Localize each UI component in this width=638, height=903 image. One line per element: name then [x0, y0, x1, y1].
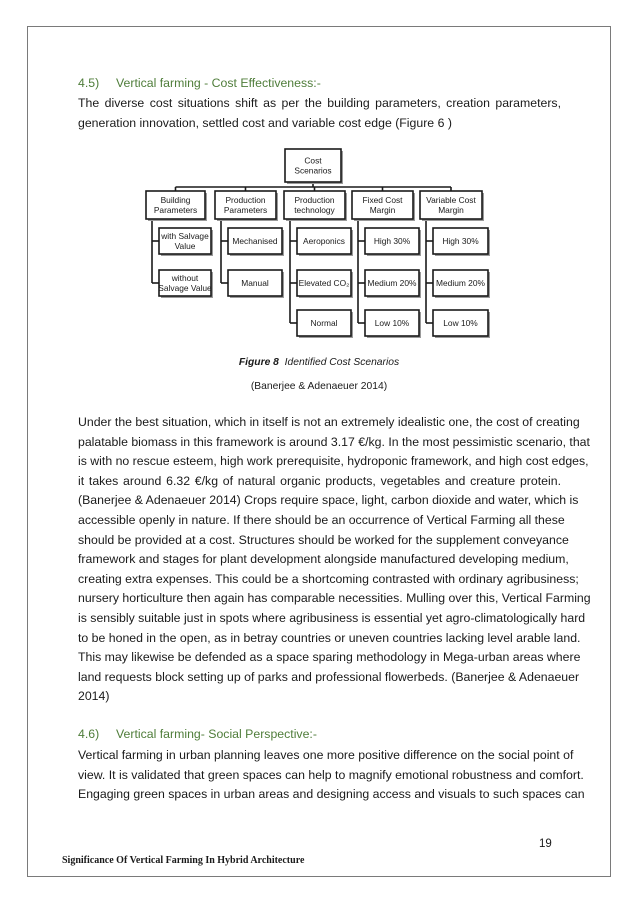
box-label: Elevated CO₂ — [298, 278, 350, 288]
category-box — [215, 191, 278, 221]
text-line: nursery horticulture then again has comparable necessities. Mulling over this, Vertical Farming — [78, 591, 591, 606]
box-label: Normal — [310, 318, 338, 328]
category-box — [284, 191, 347, 221]
option-box — [365, 310, 421, 338]
root-box-cost-scenarios — [285, 149, 343, 184]
category-box — [352, 191, 415, 221]
box-label: Medium 20% — [367, 278, 417, 288]
option-box — [158, 270, 213, 298]
text-line: palatable biomass in this framework is around 3.17 €/kg. In the most pessimistic scenario, that — [78, 434, 590, 449]
option-box — [365, 228, 421, 256]
social-paragraph — [78, 746, 585, 805]
footer-title: Significance Of Vertical Farming In Hybrid Architecture — [62, 855, 305, 866]
option-box — [297, 310, 353, 338]
text-line: land requests block setting up of parks and professional flowerbeds. (Banerjee & Adenaeuer — [78, 669, 580, 684]
cost-scenarios-diagram — [140, 144, 498, 339]
option-box — [433, 228, 490, 256]
box-label: Production — [294, 195, 335, 205]
box-label: Salvage Value — [158, 283, 212, 293]
text-line: Under the best situation, which in itself is not an extremely idealistic one, the cost of creating — [78, 415, 580, 429]
box-label: Margin — [438, 205, 464, 215]
box-label: Aeroponics — [303, 236, 345, 246]
body-paragraph — [78, 413, 591, 707]
box-label: Parameters — [223, 205, 268, 215]
box-label: Cost — [304, 155, 322, 166]
section-title: Vertical farming- Social Perspective:- — [116, 727, 317, 741]
figure-caption — [0, 357, 638, 368]
section-heading-4-5 — [78, 76, 321, 90]
option-box — [228, 228, 284, 256]
box-label: Mechanised — [232, 236, 278, 246]
text-line: 2014) — [78, 689, 110, 704]
box-label: Manual — [241, 278, 269, 288]
intro-paragraph — [78, 94, 561, 133]
box-label: Variable Cost — [426, 195, 476, 205]
box-label: Scenarios — [294, 165, 332, 176]
text-line: The diverse cost situations shift as per the building parameters, creation parameters, — [78, 96, 561, 110]
box-label: Parameters — [153, 205, 198, 215]
figure-source: (Banerjee & Adenaeuer 2014) — [250, 381, 388, 392]
box-label: High 30% — [373, 236, 411, 246]
text-line: should be provided at a cost. Structures should be worked for the supplement conveyance — [78, 532, 569, 547]
option-box — [159, 228, 213, 256]
text-line: Engaging green spaces in urban areas and designing access and visuals to such spaces can — [78, 787, 585, 802]
option-box — [297, 270, 353, 298]
text-line: view. It is validated that green spaces can help to magnify emotional robustness and comfort. — [78, 767, 584, 782]
text-line: is sensibly suitable just in spots where agribusiness is essential yet agro-climatologically hard — [78, 610, 586, 625]
box-label: Value — [174, 241, 196, 251]
section-heading-4-6 — [78, 727, 317, 741]
figure-title: Identified Cost Scenarios — [284, 357, 400, 368]
text-line: accessible openly in nature. If there should be an occurrence of Vertical Farming all these — [78, 512, 565, 527]
box-label: Medium 20% — [436, 278, 485, 288]
page-number: 19 — [539, 838, 552, 850]
text-line: is with no rescue esteem, high work prerequisite, hydroponic framework, and high cost edges, — [78, 454, 589, 469]
box-label: with Salvage — [161, 231, 209, 241]
text-line: Vertical farming in urban planning leaves one more positive difference on the social point of — [78, 748, 574, 762]
option-box — [433, 270, 490, 298]
text-line: it takes around 6.32 €/kg of natural organic products, vegetables and creature protein. — [78, 473, 561, 488]
option-box — [433, 310, 490, 338]
box-label: Margin — [369, 205, 396, 215]
text-line: creating extra expenses. This could be a shortcoming contrasted with ordinary agribusiness; — [78, 571, 579, 586]
category-box — [146, 191, 207, 221]
box-label: Production — [225, 195, 266, 205]
text-line: generation innovation, settled cost and variable cost edge (Figure 6 ) — [78, 115, 452, 130]
text-line: to be honed in the open, as in betray countries or uneven countries lacking level arable land. — [78, 630, 581, 645]
text-line: (Banerjee & Adenaeuer 2014) Crops require space, light, carbon dioxide and water, which is — [78, 493, 579, 508]
text-line: framework and stages for plant development alongside manufactured developing medium, — [78, 552, 569, 567]
category-box — [420, 191, 484, 221]
option-box — [228, 270, 284, 298]
option-box — [297, 228, 353, 256]
section-number: 4.5) — [78, 76, 100, 90]
box-label: without — [171, 273, 199, 283]
section-title: Vertical farming - Cost Effectiveness:- — [116, 76, 321, 90]
text-line: This may likewise be defended as a space sparing methodology in Mega-urban areas where — [78, 650, 581, 665]
box-label: High 30% — [442, 236, 479, 246]
option-box — [365, 270, 421, 298]
figure-label: Figure 8 — [238, 357, 279, 368]
box-label: Building — [160, 195, 191, 205]
box-label: Low 10% — [443, 318, 478, 328]
box-label: technology — [294, 205, 335, 215]
section-number: 4.6) — [78, 727, 100, 741]
box-label: Fixed Cost — [362, 195, 403, 205]
box-label: Low 10% — [374, 318, 410, 328]
